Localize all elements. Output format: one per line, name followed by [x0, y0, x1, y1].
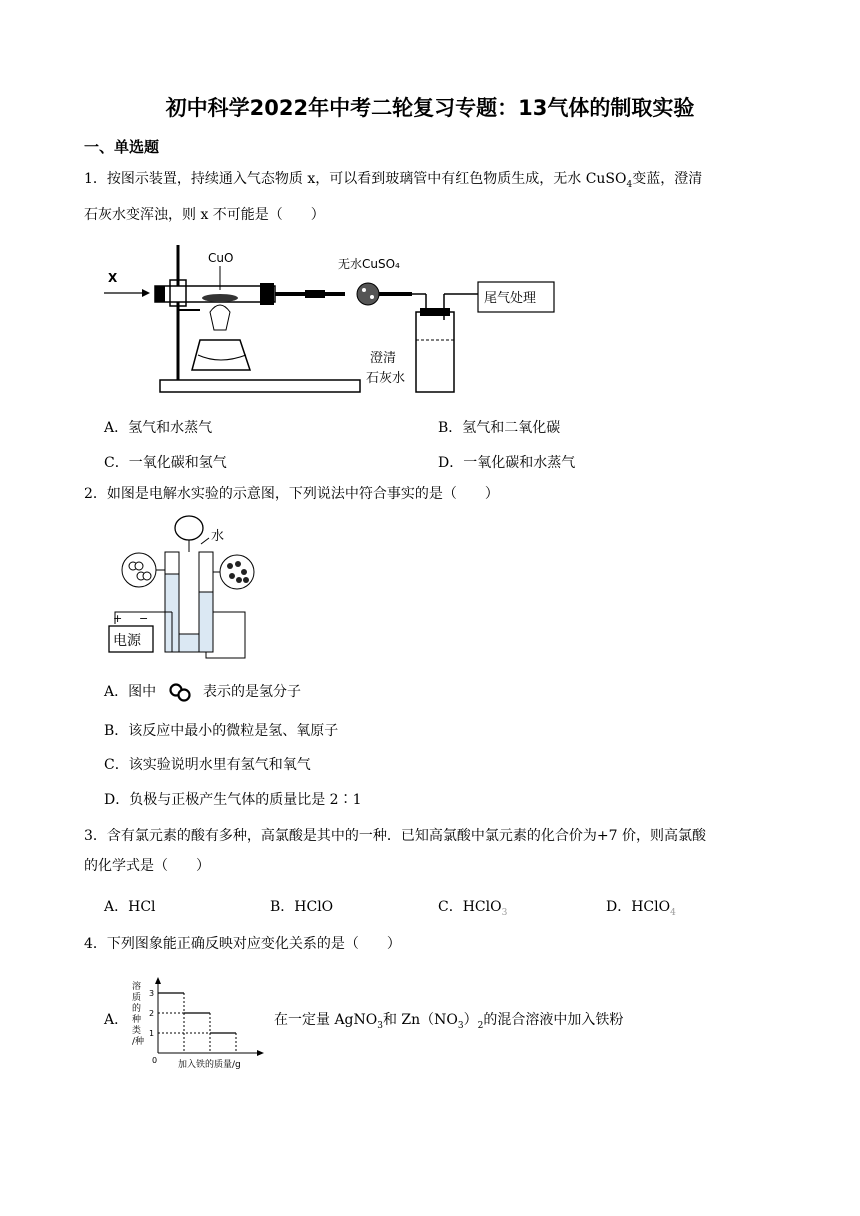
x-label: X: [108, 271, 118, 285]
question-2-electrolysis-diagram: [105, 512, 265, 660]
q4-option-a-text: 在一定量 AgNO$_3$和 $Zn(NO_3)_2$的混合溶液中加入铁粉: [274, 1012, 624, 1031]
q3-option-b[interactable]: B．HClO: [270, 899, 334, 915]
y-tick-label: 3: [149, 989, 155, 998]
y-axis-label-char: 类: [132, 1026, 142, 1036]
y-tick-label: 2: [149, 1009, 155, 1018]
q1-option-b[interactable]: B．氢气和二氧化碳: [438, 420, 561, 436]
cuso4-label: 无水CuSO₄: [338, 257, 400, 271]
y-axis-label-char: 的: [132, 1004, 142, 1014]
lime-label-1: 澄清: [370, 351, 397, 366]
q1-option-d[interactable]: D．一氧化碳和水蒸气: [438, 455, 576, 471]
question-2-stem: 2．如图是电解水实验的示意图，下列说法中符合事实的是（ ）: [84, 486, 499, 502]
x-axis-label: 加入铁的质量/g: [178, 1060, 241, 1070]
tail-gas-label: 尾气处理: [484, 291, 537, 306]
q2-option-a[interactable]: A．图中 表示的是氢分子: [104, 684, 302, 700]
q3-option-c[interactable]: C．HClO$_3$: [438, 899, 508, 918]
q2-option-c[interactable]: C．该实验说明水里有氢气和氧气: [104, 757, 311, 773]
question-1-stem: 1．按图示装置，持续通入气态物质 x，可以看到玻璃管中有红色物质生成，无水 CuSO$_4$变蓝，澄清 石灰水变浑浊，则 x 不可能是（ ）: [84, 171, 703, 223]
question-3-stem: 3．含有氯元素的酸有多种，高氯酸是其中的一种．已知高氯酸中氯元素的化合价为+7 价，则高氯酸 的化学式是（ ）: [84, 828, 706, 874]
power-label: 电源: [113, 633, 141, 649]
minus-sign: −: [139, 612, 149, 625]
y-axis-label-char: 溶: [132, 982, 142, 992]
plus-sign: +: [113, 612, 123, 625]
question-4-stem: 4．下列图象能正确反映对应变化关系的是（ ）: [84, 936, 401, 952]
q1-option-a[interactable]: A．氢气和水蒸气: [104, 420, 213, 436]
q2-option-d[interactable]: D．负极与正极产生气体的质量比是 2∶1: [104, 792, 362, 808]
q1-option-c[interactable]: C．一氧化碳和氢气: [104, 455, 227, 471]
water-label: 水: [211, 529, 225, 544]
question-1-apparatus: [100, 240, 560, 405]
y-tick-label: 1: [149, 1029, 155, 1038]
molecule-icon: [167, 682, 193, 702]
q3-option-a[interactable]: A．HCl: [104, 899, 156, 915]
y-axis-label-char: 种: [132, 1015, 142, 1025]
q3-option-d[interactable]: D．HClO$_4$: [606, 899, 676, 918]
cuo-label: CuO: [208, 251, 234, 265]
section-heading: 一、单选题: [84, 138, 160, 156]
q4-chart: [128, 975, 268, 1070]
origin-label: 0: [152, 1056, 158, 1065]
page-title: 初中科学2022年中考二轮复习专题：13气体的制取实验: [165, 96, 695, 120]
q4-option-a-label[interactable]: A．: [104, 1012, 129, 1028]
q2-option-b[interactable]: B．该反应中最小的微粒是氢、氧原子: [104, 723, 339, 739]
lime-label-2: 石灰水: [366, 371, 406, 386]
y-axis-label-char: 质: [132, 993, 142, 1003]
y-axis-label-char: /种: [132, 1037, 145, 1047]
